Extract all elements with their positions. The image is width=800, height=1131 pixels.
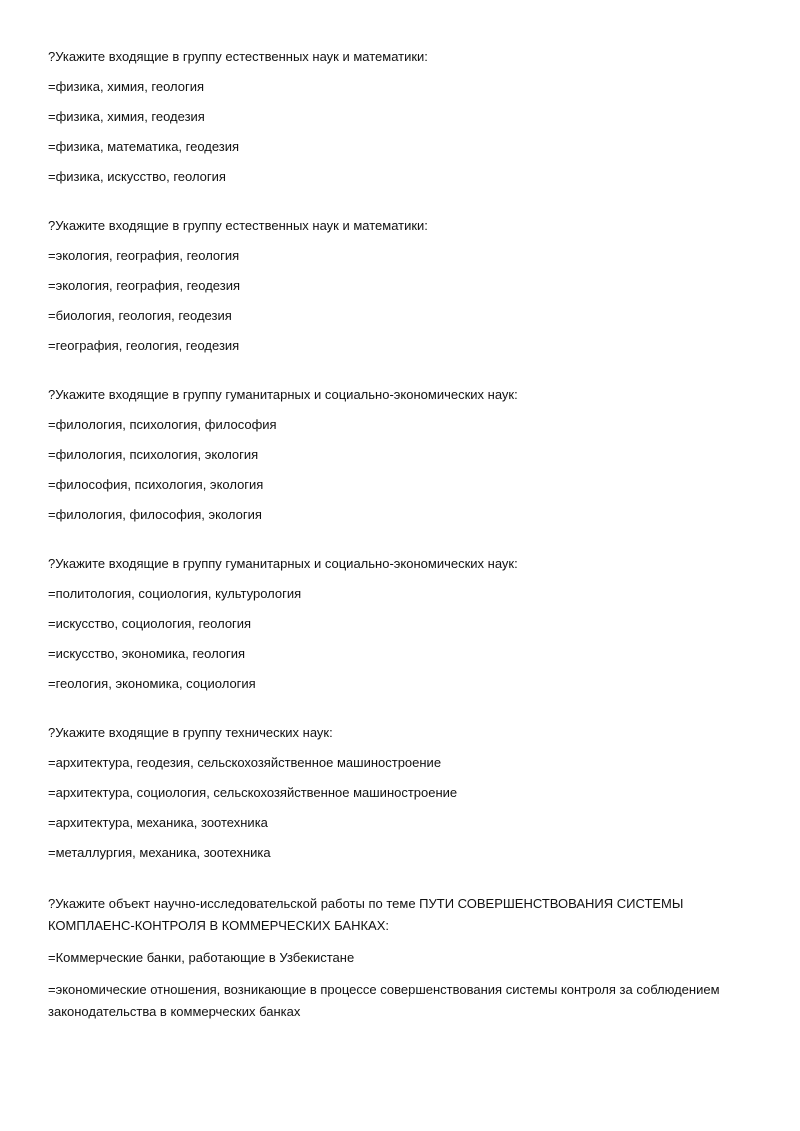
question-text: ?Укажите входящие в группу естественных наук и математики: [48,49,428,64]
question-text: ?Укажите входящие в группу гуманитарных и социально-экономических наук: [48,556,518,571]
answer-option: =физика, искусство, геология [48,169,226,184]
answer-option: =философия, психология, экология [48,477,264,492]
answer-option: =металлургия, механика, зоотехника [48,845,271,860]
answer-option: =Коммерческие банки, работающие в Узбекистане [48,950,355,965]
answer-option: =геология, экономика, социология [48,676,256,691]
question-block-1 [48,48,760,186]
question-text: ?Укажите входящие в группу гуманитарных и социально-экономических наук: [48,387,518,402]
question-text: ?Укажите входящие в группу технических наук: [48,725,333,740]
answer-option: =филология, психология, философия [48,417,277,432]
answer-option: =экология, география, геодезия [48,278,240,293]
answer-option: =архитектура, механика, зоотехника [48,815,268,830]
document-page [48,48,760,1054]
answer-option: =архитектура, социология, сельскохозяйственное машиностроение [48,785,458,800]
question-text: ?Укажите объект научно-исследовательской работы по теме ПУТИ СОВЕРШЕНСТВОВАНИЯ СИСТЕМЫ КОМПЛАЕНС-КОНТРОЛЯ В КОММЕРЧЕСКИХ БАНКАХ: [48,896,684,933]
answer-option: =искусство, социология, геология [48,616,252,631]
answer-option: =политология, социология, культурология [48,586,302,601]
question-text: ?Укажите входящие в группу естественных наук и математики: [48,218,428,233]
answer-option: =биология, геология, геодезия [48,308,232,323]
answer-option: =география, геология, геодезия [48,338,240,353]
answer-option: =филология, философия, экология [48,507,262,522]
answer-option: =физика, математика, геодезия [48,139,240,154]
answer-option: =экономические отношения, возникающие в процессе совершенствования системы контроля за соблюдением законодательства в коммерческих банках [48,982,720,1019]
answer-option: =искусство, экономика, геология [48,646,246,661]
answer-option: =физика, химия, геология [48,79,205,94]
question-block-3 [48,386,760,524]
question-block-5 [48,724,760,862]
question-block-4 [48,555,760,693]
answer-option: =экология, география, геология [48,248,240,263]
question-block-6 [48,893,760,1023]
answer-option: =физика, химия, геодезия [48,109,205,124]
answer-option: =филология, психология, экология [48,447,259,462]
answer-option: =архитектура, геодезия, сельскохозяйственное машиностроение [48,755,442,770]
question-block-2 [48,217,760,355]
